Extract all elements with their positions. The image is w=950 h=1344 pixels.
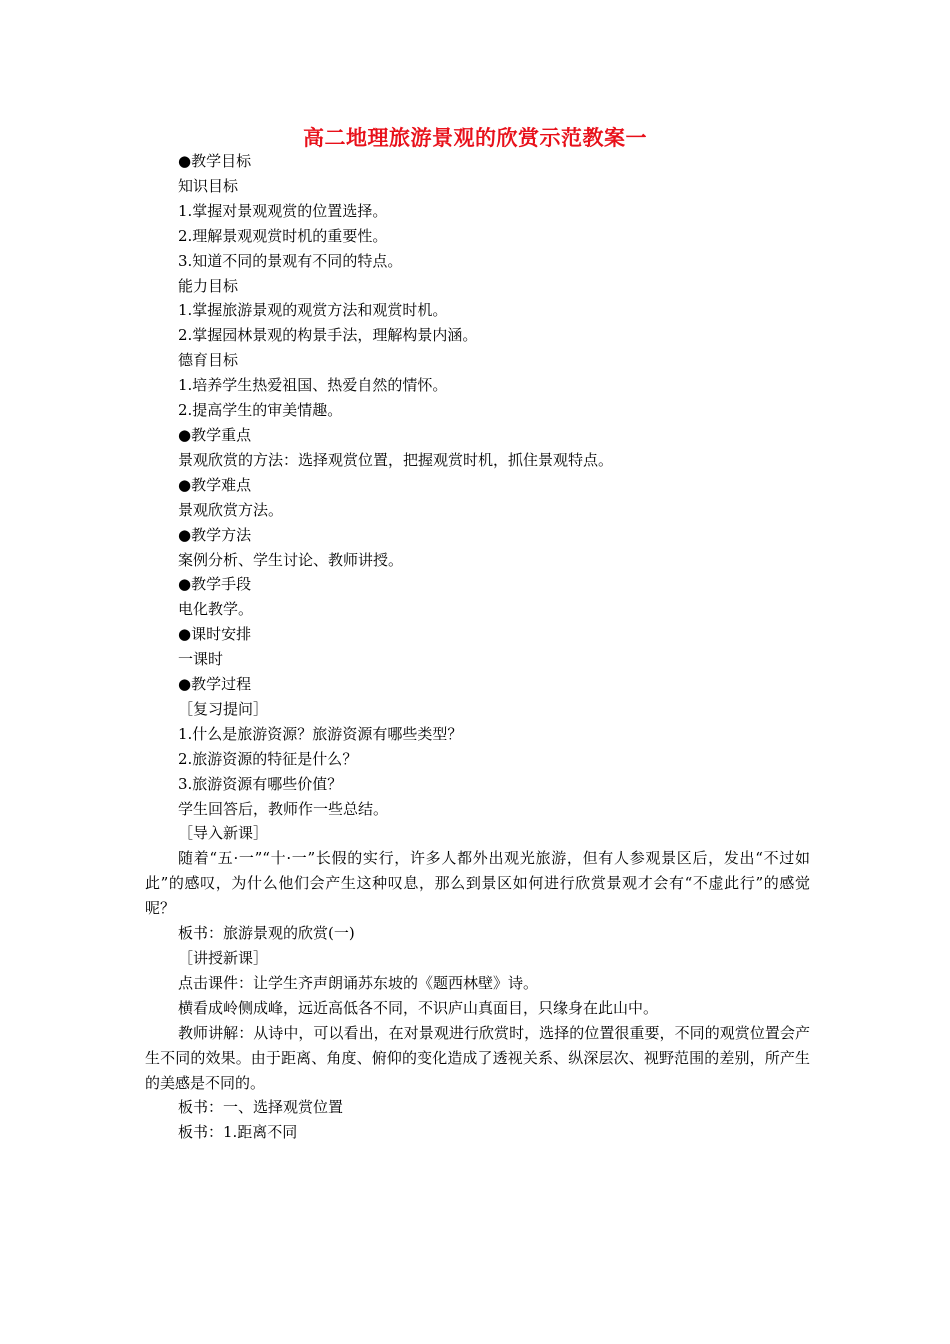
paragraph: 教师讲解：从诗中，可以看出，在对景观进行欣赏时，选择的位置很重要，不同的观赏位置会产生不同的效果。由于距离、角度、俯仰的变化造成了透视关系、纵深层次、视野范围的差别，所产生的美感是不同的。	[145, 1023, 810, 1092]
list-item: 1.掌握对景观观赏的位置选择。	[178, 201, 388, 220]
poem-line: 横看成岭侧成峰，远近高低各不同，不识庐山真面目，只缘身在此山中。	[178, 998, 659, 1017]
paragraph: 随着“五·一”“十·一”长假的实行，许多人都外出观光旅游，但有人参观景区后，发出“不过如此”的感叹，为什么他们会产生这种叹息，那么到景区如何进行欣赏景观才会有“不虚此行”的感觉呢？	[145, 849, 810, 918]
list-item: 2.理解景观观赏时机的重要性。	[178, 226, 388, 245]
section-heading-process: ●教学过程	[178, 675, 252, 694]
text-line: 景观欣赏方法。	[178, 500, 284, 519]
list-item: 1.什么是旅游资源？旅游资源有哪些类型？	[178, 724, 463, 743]
section-heading-means: ●教学手段	[178, 575, 252, 594]
text-line: 景观欣赏的方法：选择观赏位置，把握观赏时机，抓住景观特点。	[178, 450, 614, 469]
board-note: 板书：1.距离不同	[178, 1123, 298, 1142]
list-item: 2.旅游资源的特征是什么？	[178, 749, 358, 768]
subheading-moral: 德育目标	[178, 351, 239, 370]
list-item: 1.培养学生热爱祖国、热爱自然的情怀。	[178, 376, 448, 395]
list-item: 3.旅游资源有哪些价值？	[178, 774, 343, 793]
section-heading-schedule: ●课时安排	[178, 625, 252, 644]
list-item: 3.知道不同的景观有不同的特点。	[178, 251, 403, 270]
text-line: 学生回答后，教师作一些总结。	[178, 799, 389, 818]
section-heading-difficulties: ●教学难点	[178, 475, 252, 494]
text-line: 案例分析、学生讨论、教师讲授。	[178, 550, 404, 569]
text-line: 电化教学。	[178, 600, 254, 619]
text-line: 一课时	[178, 650, 224, 669]
document-title: 高二地理旅游景观的欣赏示范教案一	[303, 126, 647, 150]
document-body	[145, 149, 810, 1145]
subheading-knowledge: 知识目标	[178, 176, 239, 195]
section-heading-objectives: ●教学目标	[178, 152, 252, 170]
section-heading-key-points: ●教学重点	[178, 425, 252, 444]
list-item: 2.掌握园林景观的构景手法，理解构景内涵。	[178, 326, 478, 345]
subheading-ability: 能力目标	[178, 276, 239, 295]
bracket-heading-new-lesson: ［讲授新课］	[178, 949, 269, 967]
section-heading-methods: ●教学方法	[178, 525, 252, 544]
list-item: 1.掌握旅游景观的观赏方法和观赏时机。	[178, 301, 448, 320]
bracket-heading-intro: ［导入新课］	[178, 824, 269, 843]
bracket-heading-review: ［复习提问］	[178, 699, 269, 718]
board-note: 板书：一、选择观赏位置	[178, 1098, 344, 1117]
text-line: 点击课件：让学生齐声朗诵苏东坡的《题西林壁》诗。	[178, 973, 539, 992]
list-item: 2.提高学生的审美情趣。	[178, 401, 343, 420]
board-note: 板书：旅游景观的欣赏(一)	[178, 924, 355, 943]
